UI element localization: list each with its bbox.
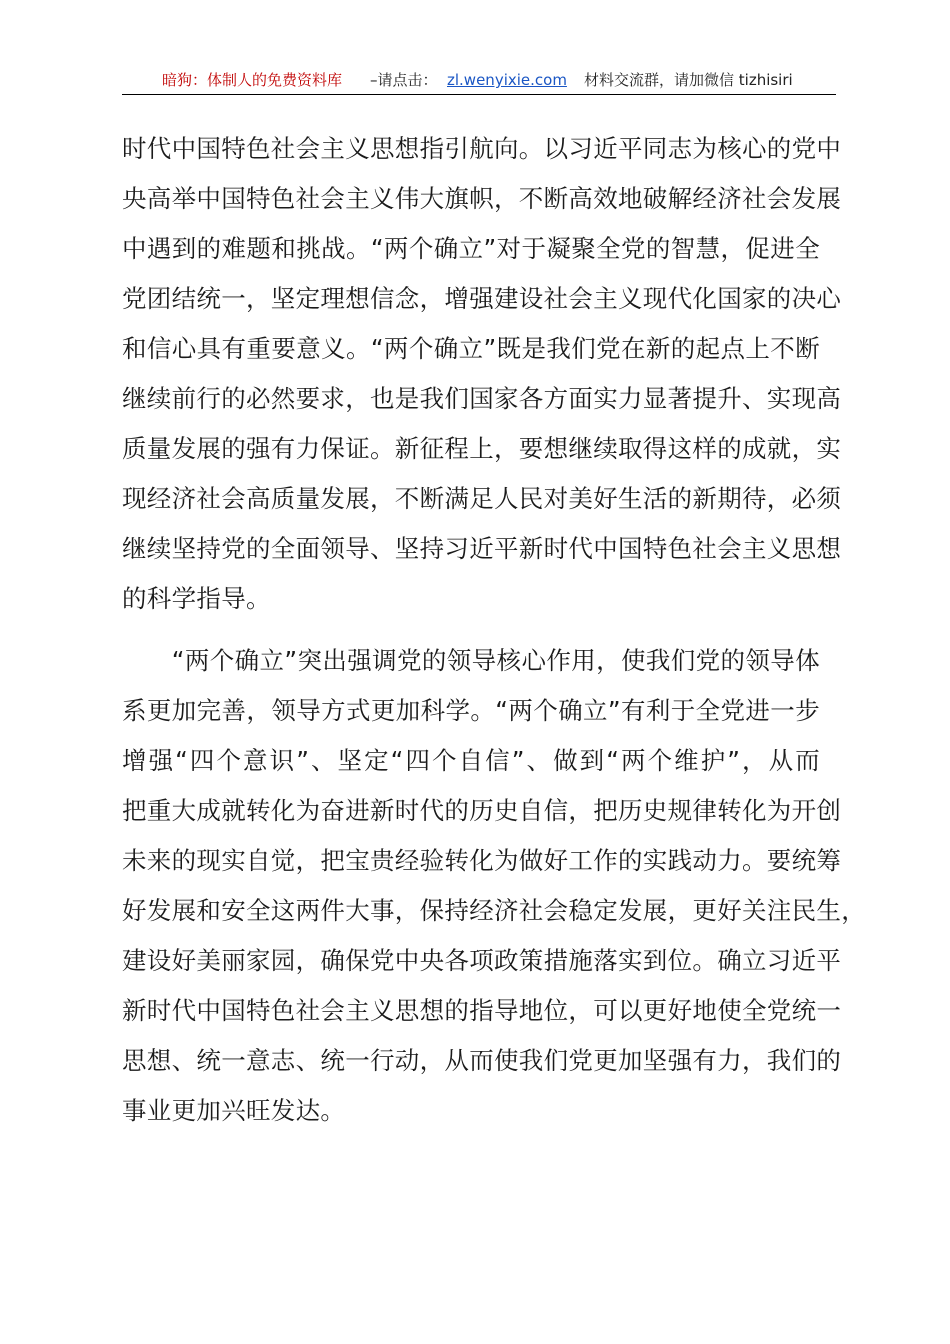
text-line: 增强“四个意识”、坚定“四个自信”、做到“两个维护”，从而 — [122, 746, 820, 775]
text-line: 继续坚持党的全面领导、坚持习近平新时代中国特色社会主义思想 — [122, 534, 842, 563]
text-line: 和信心具有重要意义。“两个确立”既是我们党在新的起点上不断 — [122, 334, 820, 363]
text-line: 现经济社会高质量发展，不断满足人民对美好生活的新期待，必须 — [122, 484, 842, 513]
header-site-name: 暗狗：体制人的免费资料库 — [162, 71, 343, 89]
header-link[interactable]: zl.wenyixie.com — [447, 71, 567, 89]
document-body — [122, 124, 866, 1136]
text-line: 质量发展的强有力保证。新征程上，要想继续取得这样的成就，实 — [122, 434, 842, 463]
header-wechat-note: 材料交流群，请加微信 tizhisiri — [584, 71, 793, 89]
text-line: 继续前行的必然要求，也是我们国家各方面实力显著提升、实现高 — [122, 384, 842, 413]
paragraph-1 — [122, 124, 842, 624]
text-line: 新时代中国特色社会主义思想的指导地位，可以更好地使全党统一 — [122, 996, 842, 1025]
text-line: 未来的现实自觉，把宝贵经验转化为做好工作的实践动力。要统筹 — [122, 846, 842, 875]
paragraph-2 — [122, 636, 866, 1136]
text-line: “两个确立”突出强调党的领导核心作用，使我们党的领导体 — [122, 646, 820, 675]
text-line: 的科学指导。 — [122, 584, 271, 613]
header-prompt: –请点击： — [370, 71, 438, 89]
text-line: 建设好美丽家园，确保党中央各项政策措施落实到位。确立习近平 — [122, 946, 842, 975]
text-line: 央高举中国特色社会主义伟大旗帜，不断高效地破解经济社会发展 — [122, 184, 842, 213]
text-line: 好发展和安全这两件大事，保持经济社会稳定发展，更好关注民生， — [122, 896, 866, 925]
text-line: 系更加完善，领导方式更加科学。“两个确立”有利于全党进一步 — [122, 696, 820, 725]
text-line: 事业更加兴旺发达。 — [122, 1096, 346, 1125]
text-line: 把重大成就转化为奋进新时代的历史自信，把历史规律转化为开创 — [122, 796, 842, 825]
text-line: 时代中国特色社会主义思想指引航向。以习近平同志为核心的党中 — [122, 134, 842, 163]
text-line: 思想、统一意志、统一行动，从而使我们党更加坚强有力，我们的 — [122, 1046, 842, 1075]
text-line: 党团结统一，坚定理想信念，增强建设社会主义现代化国家的决心 — [122, 284, 842, 313]
page-header — [122, 66, 836, 95]
text-line: 中遇到的难题和挑战。“两个确立”对于凝聚全党的智慧，促进全 — [122, 234, 820, 263]
